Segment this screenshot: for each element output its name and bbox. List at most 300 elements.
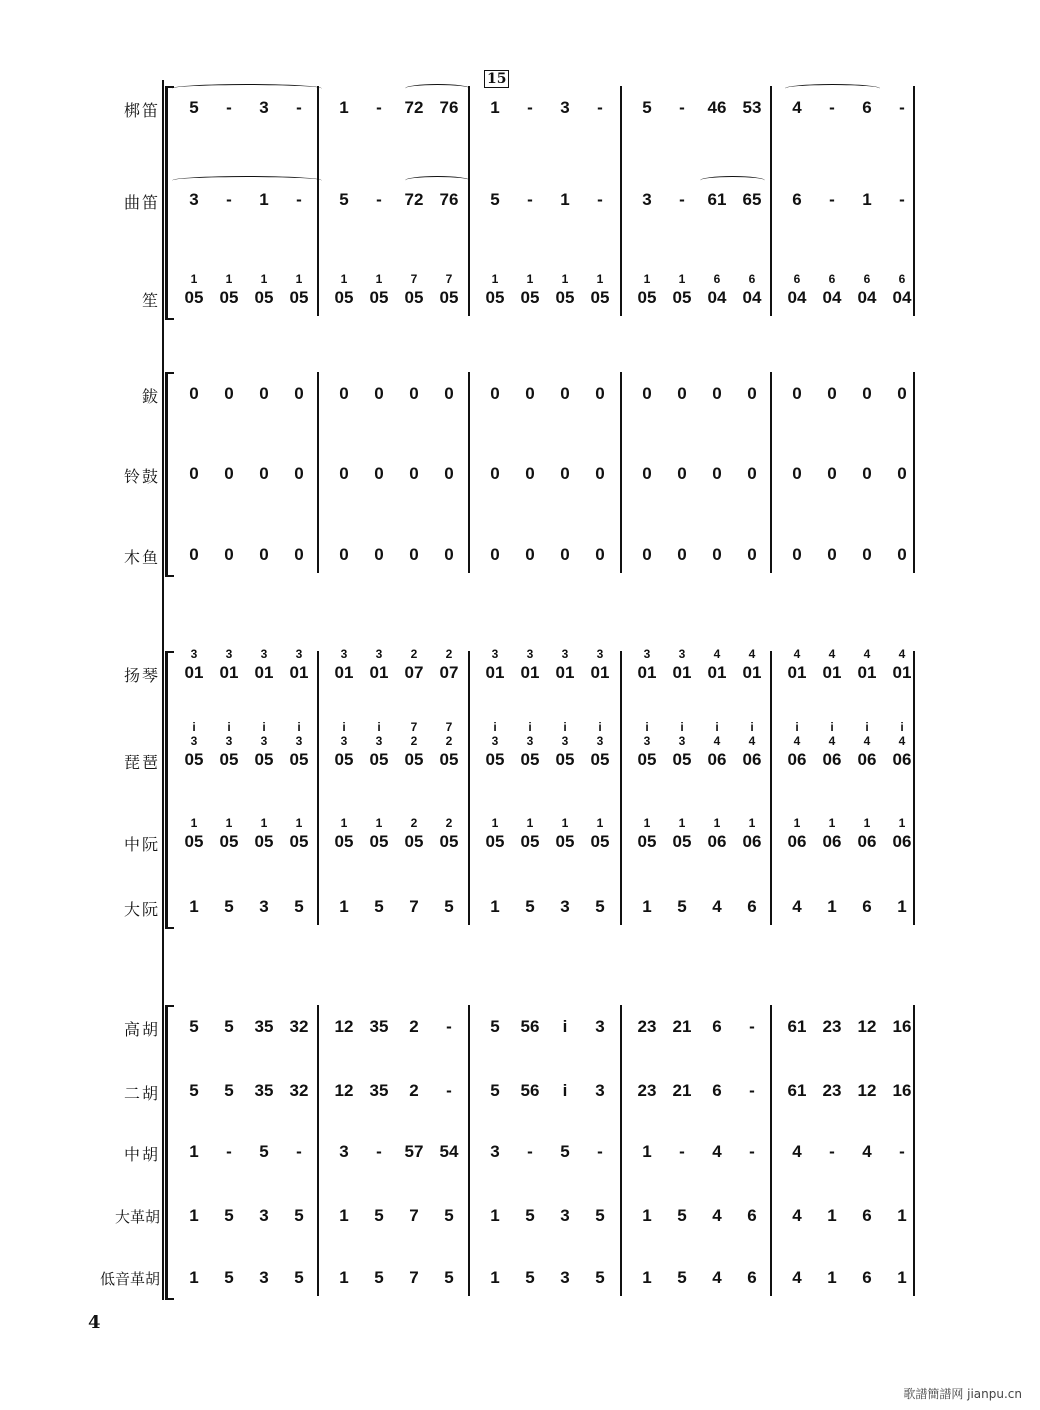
note: 23 [822, 1081, 842, 1100]
note: 06 4 i [857, 720, 877, 769]
note: 0 [339, 464, 349, 483]
note: 5 [642, 98, 652, 117]
note: 5 [189, 98, 199, 117]
note: 4 [792, 1142, 802, 1161]
note: 35 [254, 1017, 274, 1036]
instrument-label: 扬琴 [123, 666, 160, 685]
instrument-label: 高胡 [123, 1020, 160, 1039]
note: 0 [677, 464, 687, 483]
note: 05 1 [334, 272, 354, 307]
instrument-label: 中阮 [123, 835, 160, 854]
note: - [597, 98, 603, 117]
note: 1 [862, 190, 872, 209]
note: 0 [642, 464, 652, 483]
note: 5 [595, 1268, 605, 1287]
note: 3 [560, 897, 570, 916]
note: 01 3 [184, 647, 204, 682]
note: 0 [897, 384, 907, 403]
barline [770, 651, 772, 925]
note: 54 [439, 1142, 459, 1161]
note: 05 1 [520, 272, 540, 307]
note: 1 [827, 1268, 837, 1287]
note: - [226, 1142, 232, 1161]
note: - [446, 1081, 452, 1100]
note: 3 [595, 1017, 605, 1036]
note: 04 6 [707, 272, 727, 307]
note: 12 [334, 1081, 354, 1100]
instrument-label: 大阮 [123, 900, 160, 919]
note: 05 3 i [334, 720, 354, 769]
note: 4 [792, 1268, 802, 1287]
note: 01 3 [555, 647, 575, 682]
note: 01 3 [590, 647, 610, 682]
note: 0 [862, 464, 872, 483]
note: 06 4 i [822, 720, 842, 769]
note: 1 [259, 190, 269, 209]
note: 0 [374, 384, 384, 403]
note: 05 1 [254, 272, 274, 307]
note: 05 1 [590, 816, 610, 851]
note: i [562, 1081, 568, 1100]
note: 05 1 [555, 816, 575, 851]
note: 05 1 [184, 272, 204, 307]
note: 05 1 [289, 272, 309, 307]
note: 05 1 [369, 816, 389, 851]
note: 1 [490, 897, 500, 916]
note: - [829, 1142, 835, 1161]
note: 0 [747, 545, 757, 564]
note: 61 [787, 1081, 807, 1100]
note: - [899, 1142, 905, 1161]
note: 6 [712, 1081, 722, 1100]
note: 05 3 i [369, 720, 389, 769]
note: - [446, 1017, 452, 1036]
note: - [829, 98, 835, 117]
note: 05 3 i [672, 720, 692, 769]
note: 0 [897, 545, 907, 564]
note: 3 [595, 1081, 605, 1100]
note: 01 4 [892, 647, 912, 682]
note: 05 3 i [289, 720, 309, 769]
note: 01 3 [637, 647, 657, 682]
note: 4 [792, 897, 802, 916]
note: 1 [189, 897, 199, 916]
slur [405, 84, 470, 93]
note: 7 [409, 1206, 419, 1225]
note: 01 3 [219, 647, 239, 682]
note: 5 [294, 1268, 304, 1287]
instrument-label: 木鱼 [123, 548, 160, 567]
note: 05 2 [404, 816, 424, 851]
note: 1 [642, 1206, 652, 1225]
note: 01 3 [485, 647, 505, 682]
note: 01 3 [334, 647, 354, 682]
note: 06 4 i [707, 720, 727, 769]
note: 06 4 i [892, 720, 912, 769]
note: 5 [444, 1268, 454, 1287]
note: - [597, 1142, 603, 1161]
note: - [749, 1017, 755, 1036]
note: 05 3 i [219, 720, 239, 769]
note: 05 7 [439, 272, 459, 307]
note: 01 4 [742, 647, 762, 682]
note: 05 1 [672, 816, 692, 851]
note: 1 [189, 1206, 199, 1225]
note: 06 1 [787, 816, 807, 851]
barline [770, 1005, 772, 1296]
note: 1 [189, 1142, 199, 1161]
note: 01 4 [822, 647, 842, 682]
note: 4 [712, 1268, 722, 1287]
note: 0 [642, 545, 652, 564]
note: 5 [444, 897, 454, 916]
note: 0 [595, 545, 605, 564]
note: 76 [439, 98, 459, 117]
barline [620, 372, 622, 573]
note: 1 [339, 897, 349, 916]
group-bracket [165, 1005, 174, 1300]
note: 05 1 [334, 816, 354, 851]
note: 5 [224, 1206, 234, 1225]
instrument-label: 中胡 [123, 1145, 160, 1164]
barline [317, 1005, 319, 1296]
instrument-label: 大革胡 [114, 1208, 160, 1226]
note: 2 [409, 1017, 419, 1036]
note: 04 6 [787, 272, 807, 307]
note: 0 [862, 384, 872, 403]
note: 61 [787, 1017, 807, 1036]
note: 06 4 i [742, 720, 762, 769]
note: 3 [259, 897, 269, 916]
note: - [527, 1142, 533, 1161]
note: 06 4 i [787, 720, 807, 769]
note: 0 [862, 545, 872, 564]
note: 05 1 [590, 272, 610, 307]
note: 0 [595, 464, 605, 483]
note: 65 [742, 190, 762, 209]
note: 3 [339, 1142, 349, 1161]
note: 04 6 [742, 272, 762, 307]
note: 0 [712, 384, 722, 403]
note: 6 [747, 897, 757, 916]
note: 12 [857, 1081, 877, 1100]
note: 05 1 [485, 272, 505, 307]
note: 0 [224, 464, 234, 483]
barline [913, 651, 915, 925]
note: 5 [339, 190, 349, 209]
note: 04 6 [857, 272, 877, 307]
note: 0 [525, 545, 535, 564]
note: 0 [792, 384, 802, 403]
note: 1 [642, 1142, 652, 1161]
slur [172, 84, 322, 93]
note: 0 [444, 545, 454, 564]
note: 0 [259, 545, 269, 564]
barline [317, 372, 319, 573]
note: - [296, 98, 302, 117]
note: 5 [595, 897, 605, 916]
note: 5 [490, 1081, 500, 1100]
note: 0 [560, 384, 570, 403]
note: 12 [857, 1017, 877, 1036]
note: 01 3 [254, 647, 274, 682]
note: 0 [525, 384, 535, 403]
note: 05 3 i [184, 720, 204, 769]
note: 05 3 i [520, 720, 540, 769]
group-bracket [165, 86, 174, 320]
note: 01 3 [369, 647, 389, 682]
note: 5 [224, 897, 234, 916]
note: 3 [259, 1268, 269, 1287]
note: 0 [374, 545, 384, 564]
note: 32 [289, 1081, 309, 1100]
system-line [162, 80, 164, 1300]
note: 7 [409, 1268, 419, 1287]
note: 2 [409, 1081, 419, 1100]
note: 1 [897, 1206, 907, 1225]
barline [620, 651, 622, 925]
note: 35 [369, 1081, 389, 1100]
note: 05 1 [254, 816, 274, 851]
note: i [562, 1017, 568, 1036]
note: 0 [490, 384, 500, 403]
note: 0 [189, 464, 199, 483]
note: 72 [404, 98, 424, 117]
note: - [597, 190, 603, 209]
note: 0 [409, 545, 419, 564]
note: 1 [339, 1268, 349, 1287]
note: 72 [404, 190, 424, 209]
note: 06 1 [822, 816, 842, 851]
note: 05 1 [555, 272, 575, 307]
note: 0 [339, 545, 349, 564]
note: 0 [189, 384, 199, 403]
note: - [829, 190, 835, 209]
barline [620, 86, 622, 316]
note: 4 [792, 98, 802, 117]
note: 05 2 7 [439, 720, 459, 769]
note: 0 [712, 464, 722, 483]
instrument-label: 梆笛 [123, 101, 160, 120]
note: 5 [294, 1206, 304, 1225]
note: 0 [339, 384, 349, 403]
note: 3 [259, 98, 269, 117]
note: 0 [897, 464, 907, 483]
note: 5 [525, 897, 535, 916]
note: 5 [374, 1206, 384, 1225]
note: 5 [189, 1017, 199, 1036]
note: 0 [224, 545, 234, 564]
instrument-label: 铃鼓 [123, 467, 160, 486]
note: - [376, 98, 382, 117]
note: 05 1 [485, 816, 505, 851]
note: 04 6 [822, 272, 842, 307]
instrument-label: 鈸 [141, 387, 160, 406]
note: 06 1 [892, 816, 912, 851]
note: 3 [189, 190, 199, 209]
note: 0 [560, 545, 570, 564]
note: 5 [677, 1206, 687, 1225]
note: 3 [560, 1206, 570, 1225]
note: 1 [490, 1268, 500, 1287]
note: 05 2 7 [404, 720, 424, 769]
note: 1 [560, 190, 570, 209]
note: 06 1 [742, 816, 762, 851]
note: 05 1 [672, 272, 692, 307]
note: 06 1 [857, 816, 877, 851]
note: 05 1 [637, 816, 657, 851]
note: 05 1 [369, 272, 389, 307]
note: 1 [339, 1206, 349, 1225]
note: 0 [827, 545, 837, 564]
note: 1 [642, 897, 652, 916]
note: 05 7 [404, 272, 424, 307]
note: 01 3 [289, 647, 309, 682]
note: 0 [747, 384, 757, 403]
note: 05 1 [219, 816, 239, 851]
note: 3 [490, 1142, 500, 1161]
note: 12 [334, 1017, 354, 1036]
note: - [226, 190, 232, 209]
note: 05 1 [637, 272, 657, 307]
note: 56 [520, 1081, 540, 1100]
note: 5 [259, 1142, 269, 1161]
note: 35 [254, 1081, 274, 1100]
note: 1 [490, 98, 500, 117]
note: 56 [520, 1017, 540, 1036]
group-bracket [165, 651, 174, 929]
note: 05 2 [439, 816, 459, 851]
note: - [296, 190, 302, 209]
note: 07 2 [404, 647, 424, 682]
note: 23 [637, 1017, 657, 1036]
note: 7 [409, 897, 419, 916]
note: 05 1 [184, 816, 204, 851]
note: 01 4 [857, 647, 877, 682]
note: 5 [677, 897, 687, 916]
note: 3 [560, 1268, 570, 1287]
note: 3 [259, 1206, 269, 1225]
note: 4 [792, 1206, 802, 1225]
note: 0 [525, 464, 535, 483]
page-number: 4 [88, 1312, 101, 1333]
note: 0 [490, 545, 500, 564]
note: - [899, 98, 905, 117]
note: 1 [827, 1206, 837, 1225]
note: 1 [897, 897, 907, 916]
slur [405, 176, 470, 185]
note: 05 3 i [485, 720, 505, 769]
rehearsal-mark: 15 [484, 70, 509, 88]
note: 1 [897, 1268, 907, 1287]
note: 0 [747, 464, 757, 483]
note: 0 [259, 384, 269, 403]
note: 0 [595, 384, 605, 403]
note: 01 3 [672, 647, 692, 682]
note: 0 [490, 464, 500, 483]
note: 0 [224, 384, 234, 403]
note: - [749, 1081, 755, 1100]
note: 0 [827, 464, 837, 483]
slur [172, 176, 322, 185]
barline [468, 651, 470, 925]
note: 46 [707, 98, 727, 117]
note: 5 [490, 190, 500, 209]
note: 05 3 i [254, 720, 274, 769]
note: 0 [294, 464, 304, 483]
note: 5 [525, 1206, 535, 1225]
note: 4 [862, 1142, 872, 1161]
note: 5 [444, 1206, 454, 1225]
instrument-label: 低音革胡 [99, 1270, 160, 1288]
note: 04 6 [892, 272, 912, 307]
group-bracket [165, 372, 174, 577]
note: - [527, 190, 533, 209]
note: 5 [294, 897, 304, 916]
note: 0 [189, 545, 199, 564]
note: 01 4 [787, 647, 807, 682]
note: 0 [677, 545, 687, 564]
note: 0 [792, 464, 802, 483]
instrument-label: 琵琶 [123, 753, 160, 772]
note: 0 [560, 464, 570, 483]
note: 6 [747, 1206, 757, 1225]
note: 1 [642, 1268, 652, 1287]
barline [317, 651, 319, 925]
note: 05 1 [520, 816, 540, 851]
note: 0 [294, 384, 304, 403]
note: 21 [672, 1081, 692, 1100]
note: - [296, 1142, 302, 1161]
note: 6 [862, 1268, 872, 1287]
note: 57 [404, 1142, 424, 1161]
note: 53 [742, 98, 762, 117]
note: 6 [792, 190, 802, 209]
note: 0 [677, 384, 687, 403]
note: 0 [259, 464, 269, 483]
note: 0 [642, 384, 652, 403]
note: - [899, 190, 905, 209]
note: 05 1 [289, 816, 309, 851]
note: - [679, 190, 685, 209]
note: 3 [642, 190, 652, 209]
note: 05 3 i [555, 720, 575, 769]
note: 23 [637, 1081, 657, 1100]
note: - [527, 98, 533, 117]
note: 01 3 [520, 647, 540, 682]
note: 0 [712, 545, 722, 564]
note: 5 [595, 1206, 605, 1225]
note: 5 [374, 1268, 384, 1287]
note: 0 [444, 464, 454, 483]
note: - [376, 1142, 382, 1161]
note: 61 [707, 190, 727, 209]
note: 5 [490, 1017, 500, 1036]
note: 6 [862, 98, 872, 117]
note: 5 [560, 1142, 570, 1161]
note: 05 1 [219, 272, 239, 307]
note: 05 3 i [637, 720, 657, 769]
note: 0 [827, 384, 837, 403]
note: - [679, 98, 685, 117]
note: 5 [224, 1081, 234, 1100]
note: 4 [712, 1142, 722, 1161]
note: 5 [374, 897, 384, 916]
barline [770, 372, 772, 573]
note: 1 [490, 1206, 500, 1225]
barline [317, 86, 319, 316]
barline [770, 86, 772, 316]
